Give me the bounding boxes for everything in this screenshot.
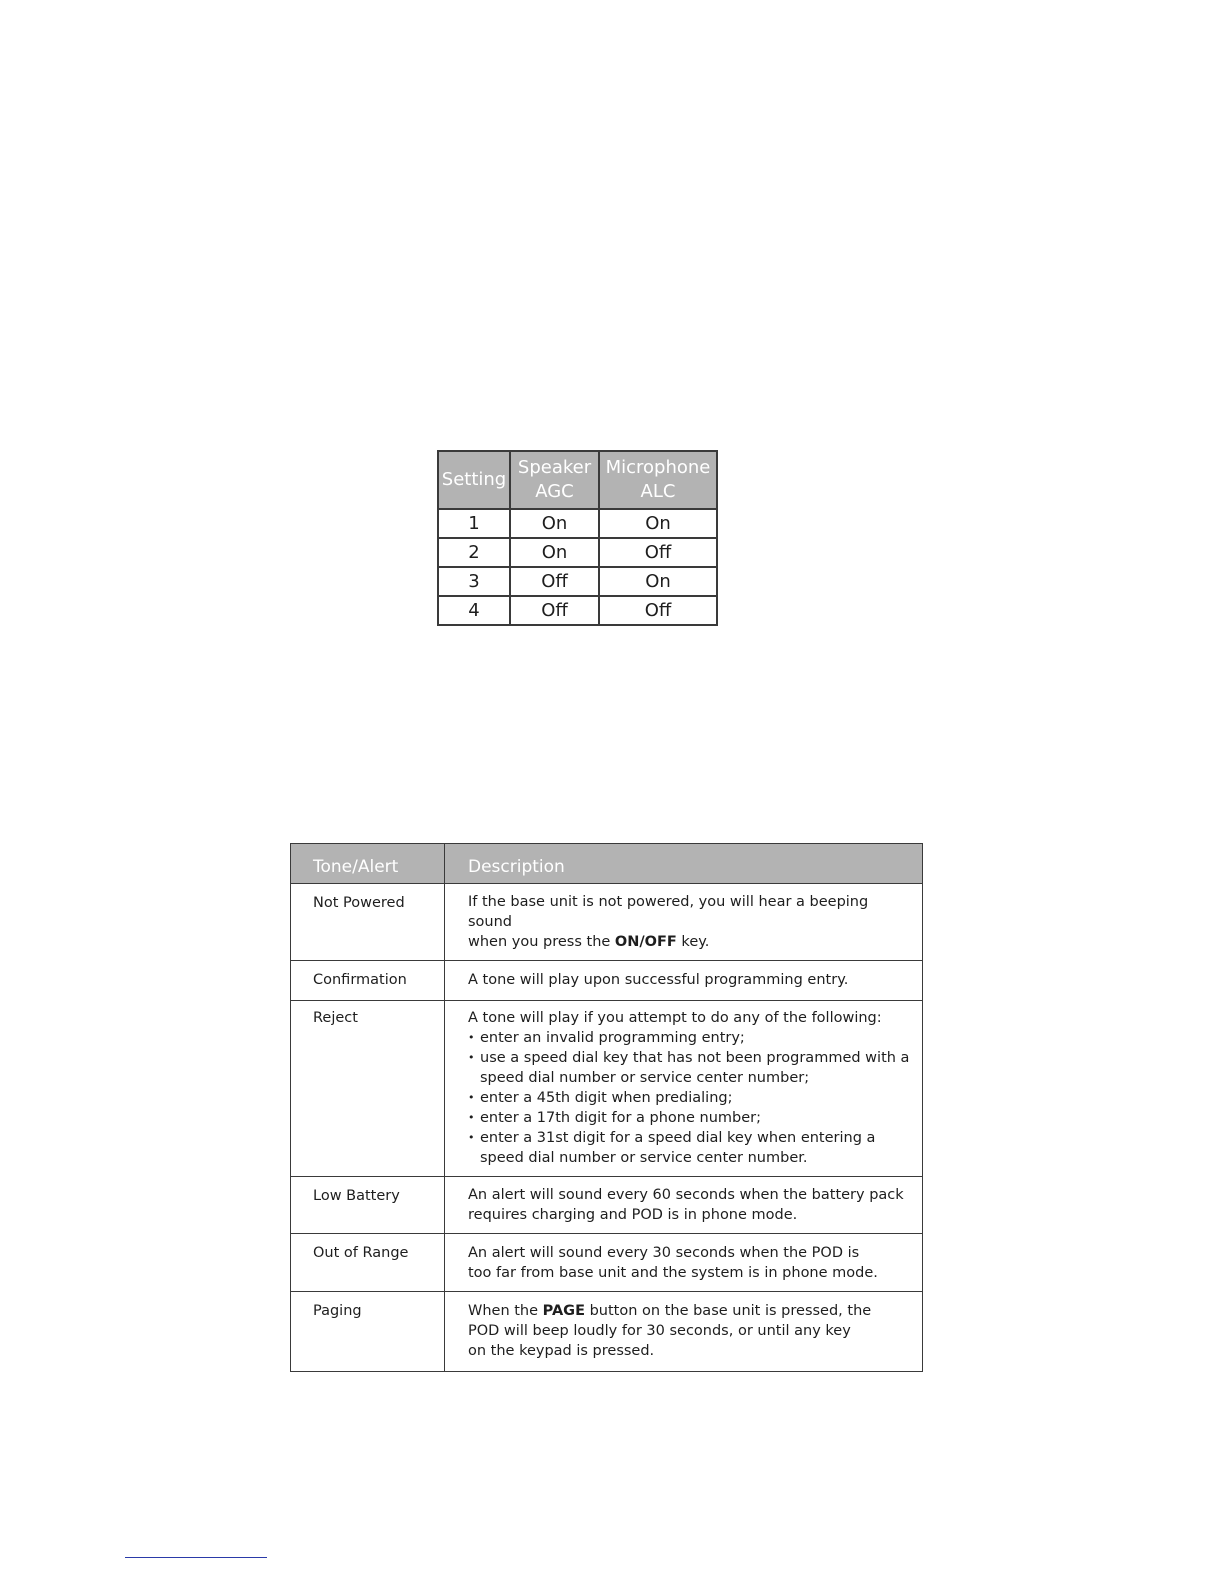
setting-number: 2 <box>438 538 510 567</box>
microphone-alc-value: Off <box>599 596 717 625</box>
header-tone-alert: Tone/Alert <box>291 844 445 884</box>
alert-name: Low Battery <box>291 1177 445 1234</box>
list-item-continuation: speed dial number or service center number; <box>480 1070 810 1086</box>
alert-description: If the base unit is not powered, you will hear a beeping sound when you press the ON/OFF key. <box>445 884 923 961</box>
table-row <box>291 1001 923 1177</box>
microphone-alc-value: Off <box>599 538 717 567</box>
table-row <box>291 1177 923 1234</box>
header-microphone-alc: Microphone ALC <box>599 451 717 509</box>
microphone-alc-value: On <box>599 567 717 596</box>
list-item: • use a speed dial key that has not been programmed with a <box>468 1048 912 1068</box>
tones-header-row <box>291 844 923 884</box>
setting-number: 3 <box>438 567 510 596</box>
on-off-key-label: ON/OFF <box>614 934 677 950</box>
page-button-label: PAGE <box>542 1303 585 1319</box>
speaker-agc-value: Off <box>510 567 599 596</box>
alert-description: A tone will play upon successful programming entry. <box>445 961 923 1001</box>
alert-description: A tone will play if you attempt to do any of the following: • enter an invalid programming entry; • use a speed dial key that has not been programmed with a speed dial number or service center number; • enter a 45th digit when predialing; • enter a 17th digit for a phone number; • enter a 31st digit for a speed dial key when entering a speed dial number or service center number. <box>445 1001 923 1177</box>
list-item: • enter a 45th digit when predialing; <box>468 1088 912 1108</box>
alert-name: Out of Range <box>291 1234 445 1292</box>
table-row <box>291 884 923 961</box>
table-row <box>291 1292 923 1372</box>
speaker-agc-value: On <box>510 538 599 567</box>
alert-name: Paging <box>291 1292 445 1372</box>
settings-row <box>438 538 717 567</box>
list-item: • enter a 17th digit for a phone number; <box>468 1108 912 1128</box>
speaker-agc-value: Off <box>510 596 599 625</box>
microphone-alc-value: On <box>599 509 717 538</box>
alert-name: Not Powered <box>291 884 445 961</box>
speaker-agc-value: On <box>510 509 599 538</box>
header-setting: Setting <box>438 451 510 509</box>
alert-name: Confirmation <box>291 961 445 1001</box>
list-item: • enter a 31st digit for a speed dial key when entering a <box>468 1128 912 1148</box>
settings-header-row <box>438 451 717 509</box>
settings-row <box>438 509 717 538</box>
settings-row <box>438 596 717 625</box>
settings-row <box>438 567 717 596</box>
table-row <box>291 1234 923 1292</box>
alert-description: An alert will sound every 60 seconds when the battery pack requires charging and POD is in phone mode. <box>445 1177 923 1234</box>
footnote-rule <box>125 1557 267 1558</box>
settings-table <box>437 450 718 626</box>
list-item-continuation: speed dial number or service center number. <box>480 1150 808 1166</box>
alert-description: An alert will sound every 30 seconds when the POD is too far from base unit and the system is in phone mode. <box>445 1234 923 1292</box>
reject-conditions-list <box>468 1028 912 1168</box>
setting-number: 4 <box>438 596 510 625</box>
setting-number: 1 <box>438 509 510 538</box>
alert-name: Reject <box>291 1001 445 1177</box>
alert-description: When the PAGE button on the base unit is pressed, the POD will beep loudly for 30 seconds, or until any key on the keypad is pressed. <box>445 1292 923 1372</box>
header-description: Description <box>445 844 923 884</box>
tones-alerts-table <box>290 843 923 1372</box>
header-speaker-agc: Speaker AGC <box>510 451 599 509</box>
table-row <box>291 961 923 1001</box>
list-item: • enter an invalid programming entry; <box>468 1028 912 1048</box>
